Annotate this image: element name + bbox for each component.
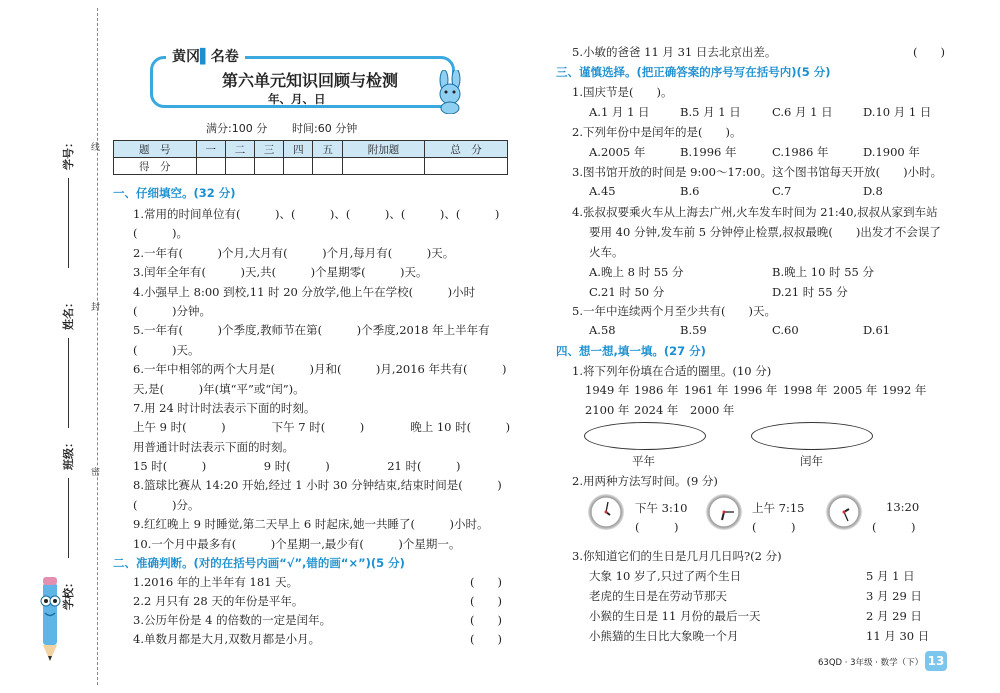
judge-answer-paren[interactable]: ( )	[470, 632, 502, 646]
birthday-date: 5 月 1 日	[866, 569, 915, 583]
class-field[interactable]	[68, 478, 69, 558]
score-input-cell[interactable]	[425, 158, 508, 175]
year-item: 1949 年	[585, 383, 630, 397]
score-cell: 附加题	[342, 141, 425, 158]
choice-option: A.1 月 1 日	[589, 105, 650, 119]
score-cell: 总 分	[425, 141, 508, 158]
clock-time-text: 下午 3:10	[635, 501, 688, 515]
school-label: 学校：	[62, 577, 75, 610]
year-item: 2005 年	[833, 383, 878, 397]
footer-code: 63QD · 3年级 · 数学（下）	[818, 658, 924, 668]
score-input-cell[interactable]	[255, 158, 284, 175]
sec1-line: 用普通计时法表示下面的时刻。	[133, 440, 294, 454]
judge-item: 4.单数月都是大月,双数月都是小月。	[133, 632, 321, 646]
choice-option: A.2005 年	[589, 145, 646, 159]
choice-option: B.1996 年	[680, 145, 737, 159]
seal-mark-line: 线	[91, 143, 101, 153]
year-item: 1992 年	[882, 383, 927, 397]
birthday-date: 3 月 29 日	[866, 589, 922, 603]
sec1-line: 7.用 24 时计时法表示下面的时刻。	[133, 401, 316, 415]
common-year-oval[interactable]	[584, 422, 706, 450]
choice-option: A.45	[589, 184, 616, 198]
score-input-cell[interactable]	[225, 158, 254, 175]
score-cell: 五	[313, 141, 342, 158]
choice-option: C.21 时 50 分	[589, 285, 665, 299]
time-text: 时间:60 分钟	[292, 122, 358, 135]
sec1-line: 6.一年中相邻的两个大月是( )月和( )月,2016 年共有( )	[133, 362, 507, 376]
judge-item: 3.公历年份是 4 的倍数的一定是闰年。	[133, 613, 332, 627]
pencil-mascot-icon	[32, 575, 68, 665]
judge-answer-paren[interactable]: ( )	[913, 45, 945, 59]
score-input-cell[interactable]	[313, 158, 342, 175]
score-input-cell[interactable]	[342, 158, 425, 175]
judge-answer-paren[interactable]: ( )	[470, 594, 502, 608]
sec1-line: ( )分钟。	[133, 304, 211, 318]
sec1-line: 上午 9 时( ) 下午 7 时( ) 晚上 10 时( )	[133, 420, 511, 434]
fill-question: 1.将下列年份填在合适的圈里。(10 分)	[572, 364, 772, 378]
section-3-title: 三、谨慎选择。(把正确答案的序号写在括号内)(5 分)	[556, 65, 831, 79]
sec1-line: 4.小强早上 8:00 到校,11 时 20 分放学,他上午在学校( )小时	[133, 285, 476, 299]
choice-question: 3.图书馆开放的时间是 9:00～17:00。这个图书馆每天开放( )小时。	[572, 165, 943, 179]
judge-answer-paren[interactable]: ( )	[470, 575, 502, 589]
year-item: 2024 年	[634, 403, 679, 417]
score-table	[113, 140, 508, 175]
logo-part-b: 名卷	[210, 49, 239, 65]
section-2-title: 二、准确判断。(对的在括号内画“√”,错的画“×”)(5 分)	[113, 556, 405, 570]
sec1-line: 3.闰年全年有( )天,共( )个星期零( )天。	[133, 265, 428, 279]
sec1-line: 2.一年有( )个月,大月有( )个月,每月有( )天。	[133, 246, 455, 260]
sec1-line: 10.一个月中最多有( )个星期一,最少有( )个星期一。	[133, 537, 461, 551]
bunny-mascot-icon	[430, 70, 470, 114]
sec1-line: 天,是( )年(填“平”或“闰”)。	[133, 382, 305, 396]
clock-icon	[706, 494, 742, 530]
fill-question: 2.用两种方法写时间。(9 分)	[572, 474, 718, 488]
student-no-label: 学号：	[62, 137, 75, 170]
sec1-line: 5.一年有( )个季度,教师节在第( )个季度,2018 年上半年有	[133, 323, 490, 337]
choice-option: A.晚上 8 时 55 分	[589, 265, 684, 279]
birthday-date: 11 月 30 日	[866, 629, 930, 643]
choice-question: 1.国庆节是( )。	[572, 85, 673, 99]
choice-option: D.61	[863, 323, 891, 337]
full-score-text: 满分:100 分	[206, 122, 268, 135]
leap-year-oval[interactable]	[751, 422, 873, 450]
choice-question: 火车。	[589, 245, 624, 259]
clock-time-text: 上午 7:15	[752, 501, 805, 515]
sec1-line: ( )天。	[133, 343, 200, 357]
name-field[interactable]	[68, 338, 69, 428]
student-no-field[interactable]	[68, 178, 69, 268]
choice-option: B.5 月 1 日	[680, 105, 741, 119]
year-item: 1998 年	[783, 383, 828, 397]
binding-dashed-line	[97, 8, 98, 685]
choice-option: C.1986 年	[772, 145, 829, 159]
judge-item: 1.2016 年的上半年有 181 天。	[133, 575, 299, 589]
choice-option: B.59	[680, 323, 707, 337]
score-input-cell[interactable]	[284, 158, 313, 175]
year-item: 1986 年	[634, 383, 679, 397]
clock-answer-paren[interactable]: ( )	[752, 520, 796, 534]
birthday-clue: 小猴的生日是 11 月份的最后一天	[589, 609, 761, 623]
sec1-line: 8.篮球比赛从 14:20 开始,经过 1 小时 30 分钟结束,结束时间是( )	[133, 478, 502, 492]
year-item: 2100 年	[585, 403, 630, 417]
score-table-header-row	[114, 141, 508, 158]
year-item: 1996 年	[733, 383, 778, 397]
choice-option: C.60	[772, 323, 799, 337]
clock-icon	[826, 494, 862, 530]
section-1-title: 一、仔细填空。(32 分)	[113, 186, 236, 200]
seal-mark-secret: 密	[91, 468, 101, 478]
clock-time-text: 13:20	[886, 500, 920, 514]
score-cell: 四	[284, 141, 313, 158]
sec1-line: 9.红红晚上 9 时睡觉,第二天早上 6 时起床,她一共睡了( )小时。	[133, 517, 489, 531]
common-year-label: 平年	[632, 454, 655, 468]
page-title: 第六单元知识回顾与检测	[222, 71, 399, 90]
score-table-score-row	[114, 158, 508, 175]
birthday-date: 2 月 29 日	[866, 609, 922, 623]
judge-item: 5.小敏的爸爸 11 月 31 日去北京出差。	[572, 45, 777, 59]
clock-answer-paren[interactable]: ( )	[635, 520, 679, 534]
choice-option: D.1900 年	[863, 145, 920, 159]
choice-question: 5.一年中连续两个月至少共有( )天。	[572, 304, 776, 318]
choice-option: D.8	[863, 184, 883, 198]
name-label: 姓名：	[62, 297, 75, 330]
clock-answer-paren[interactable]: ( )	[872, 520, 916, 534]
choice-option: A.58	[589, 323, 616, 337]
sec1-line: ( )分。	[133, 498, 200, 512]
choice-question: 要用 40 分钟,发车前 5 分钟停止检票,叔叔最晚( )出发才不会误了	[589, 225, 941, 239]
page-subtitle: 年、月、日	[268, 92, 326, 106]
score-cell: 得 分	[114, 158, 197, 175]
sec1-line: ( )。	[133, 226, 188, 240]
birthday-clue: 大象 10 岁了,只过了两个生日	[589, 569, 742, 583]
fill-question: 3.你知道它们的生日是几月几日吗?(2 分)	[572, 549, 782, 563]
birthday-clue: 老虎的生日是在劳动节那天	[589, 589, 727, 603]
score-cell: 题 号	[114, 141, 197, 158]
choice-option: D.10 月 1 日	[863, 105, 932, 119]
clock-icon	[588, 494, 624, 530]
choice-option: C.6 月 1 日	[772, 105, 833, 119]
sec1-line: 15 时( ) 9 时( ) 21 时( )	[133, 459, 461, 473]
choice-option: B.晚上 10 时 55 分	[772, 265, 874, 279]
choice-option: D.21 时 55 分	[772, 285, 848, 299]
choice-option: B.6	[680, 184, 700, 198]
year-item: 2000 年	[690, 403, 735, 417]
year-item: 1961 年	[684, 383, 729, 397]
seal-mark-seal: 封	[91, 303, 101, 313]
judge-item: 2.2 月只有 28 天的年份是平年。	[133, 594, 304, 608]
score-cell: 一	[196, 141, 225, 158]
logo-part-a: 黄冈	[172, 49, 200, 65]
sec1-line: 1.常用的时间单位有( )、( )、( )、( )、( )	[133, 207, 500, 221]
judge-answer-paren[interactable]: ( )	[470, 613, 502, 627]
score-cell: 二	[225, 141, 254, 158]
leap-year-label: 闰年	[800, 454, 823, 468]
score-input-cell[interactable]	[196, 158, 225, 175]
section-4-title: 四、想一想,填一填。(27 分)	[556, 344, 706, 358]
birthday-clue: 小熊猫的生日比大象晚一个月	[589, 629, 739, 643]
choice-question: 2.下列年份中是闰年的是( )。	[572, 125, 742, 139]
choice-question: 4.张叔叔要乘火车从上海去广州,火车发车时间为 21:40,叔叔从家到车站	[572, 205, 938, 219]
score-cell: 三	[255, 141, 284, 158]
class-label: 班级：	[62, 437, 75, 470]
choice-option: C.7	[772, 184, 792, 198]
page-number: 13	[925, 651, 947, 671]
brand-logo: 黄冈▌名卷	[166, 44, 245, 68]
